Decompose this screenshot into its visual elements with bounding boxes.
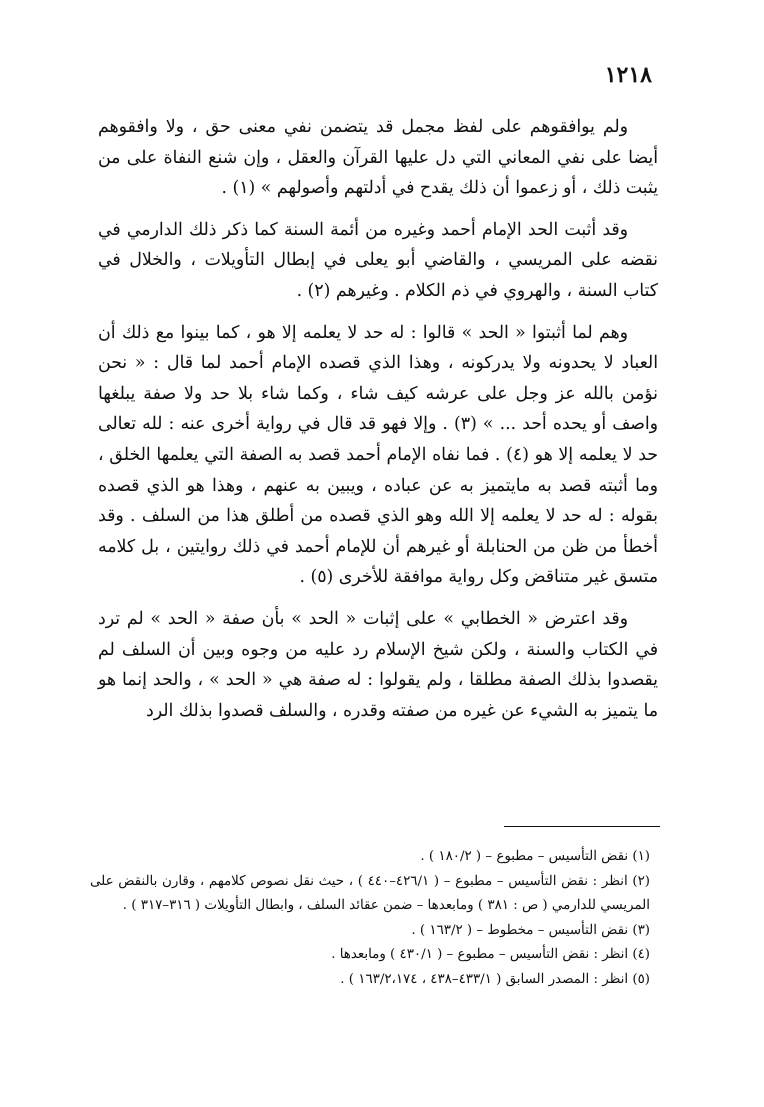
footnote-divider [504,826,660,827]
footnote-3: (٣) نقض التأسيس – مخطوط – ( ١٦٣/٢ ) . [411,922,650,938]
paragraph-2: وقد أثبت الحد الإمام أحمد وغيره من أئمة السنة كما ذكر ذلك الدارمي في نقضه على المريسي ، والقاضي أبو يعلى في إبطال التأويلات ، والخلال في كتاب السنة ، والهروي في ذم الكلام . وغيرهم (٢) . [98,219,658,301]
footnote-2: (٢) انظر : نقض التأسيس – مطبوع – ( ٤٢٦/١–٤٤٠ ) ، حيث نقل نصوص كلامهم ، وقارن بالنقض على المريسي للدارمي ( ص : ٣٨١ ) ومابعدها – ضمن عقائد السلف ، وابطال التأويلات ( ٣١٦–٣١٧ ) . [90,873,651,914]
footnotes [90,845,658,993]
paragraph-4: وقد اعترض « الخطابي » على إثبات « الحد » بأن صفة « الحد » لم ترد في الكتاب والسنة ، ولكن شيخ الإسلام رد عليه من وجوه وبين أن السلف لم يقصدوا بذلك الصفة مطلقا ، ولم يقولوا : له صفة هي « الحد » ، والحد إنما هو ما يتميز به الشيء عن غيره من صفته وقدره ، والسلف قصدوا بذلك الرد [98,608,658,721]
paragraph-3: وهم لما أثبتوا « الحد » قالوا : له حد لا يعلمه إلا هو ، كما بينوا مع ذلك أن العباد لا يحدونه ولا يدركونه ، وهذا الذي قصده الإمام أحمد لما قال : « نحن نؤمن بالله عز وجل على عرشه كيف شاء ، وكما شاء بلا حد ولا صفة يبلغها واصف أو يحده أحد ... » (٣) . وإلا فهو قد قال في رواية أخرى عنه : لله تعالى حد لا يعلمه إلا هو (٤) . فما نفاه الإمام أحمد قصد به الصفة التي يعلمها الخلق ، وما أثبته قصد به مايتميز به عن عباده ، ويبين به عنهم ، وهذا هو الذي قصده بقوله : له حد لا يعلمه إلا الله وهو الذي قصده من أطلق هذا من السلف . وقد أخطأ من ظن من الحنابلة أو غيرهم أن للإمام أحمد في ذلك روايتين ، بل كلامه متسق غير متناقض وكل رواية موافقة للأخرى (٥) . [98,322,658,588]
paragraph-1: ولم يوافقوهم على لفظ مجمل قد يتضمن نفي معنى حق ، ولا وافقوهم أيضا على نفي المعاني التي دل عليها القرآن والعقل ، وإن شنع النفاة على من يثبت ذلك ، أو زعموا أن ذلك يقدح في أدلتهم وأصولهم » (١) . [98,117,658,199]
footnote-4: (٤) انظر : نقض التأسيس – مطبوع – ( ٤٣٠/١ ) ومابعدها . [331,947,650,963]
main-text [98,112,658,726]
footnote-5: (٥) انظر : المصدر السابق ( ٤٣٣/١–٤٣٨ ، ١٦٣/٢،١٧٤ ) . [340,971,650,987]
footnote-1: (١) نقض التأسيس – مطبوع – ( ١٨٠/٢ ) . [420,849,650,864]
page-number: ١٢١٨ [604,62,652,88]
